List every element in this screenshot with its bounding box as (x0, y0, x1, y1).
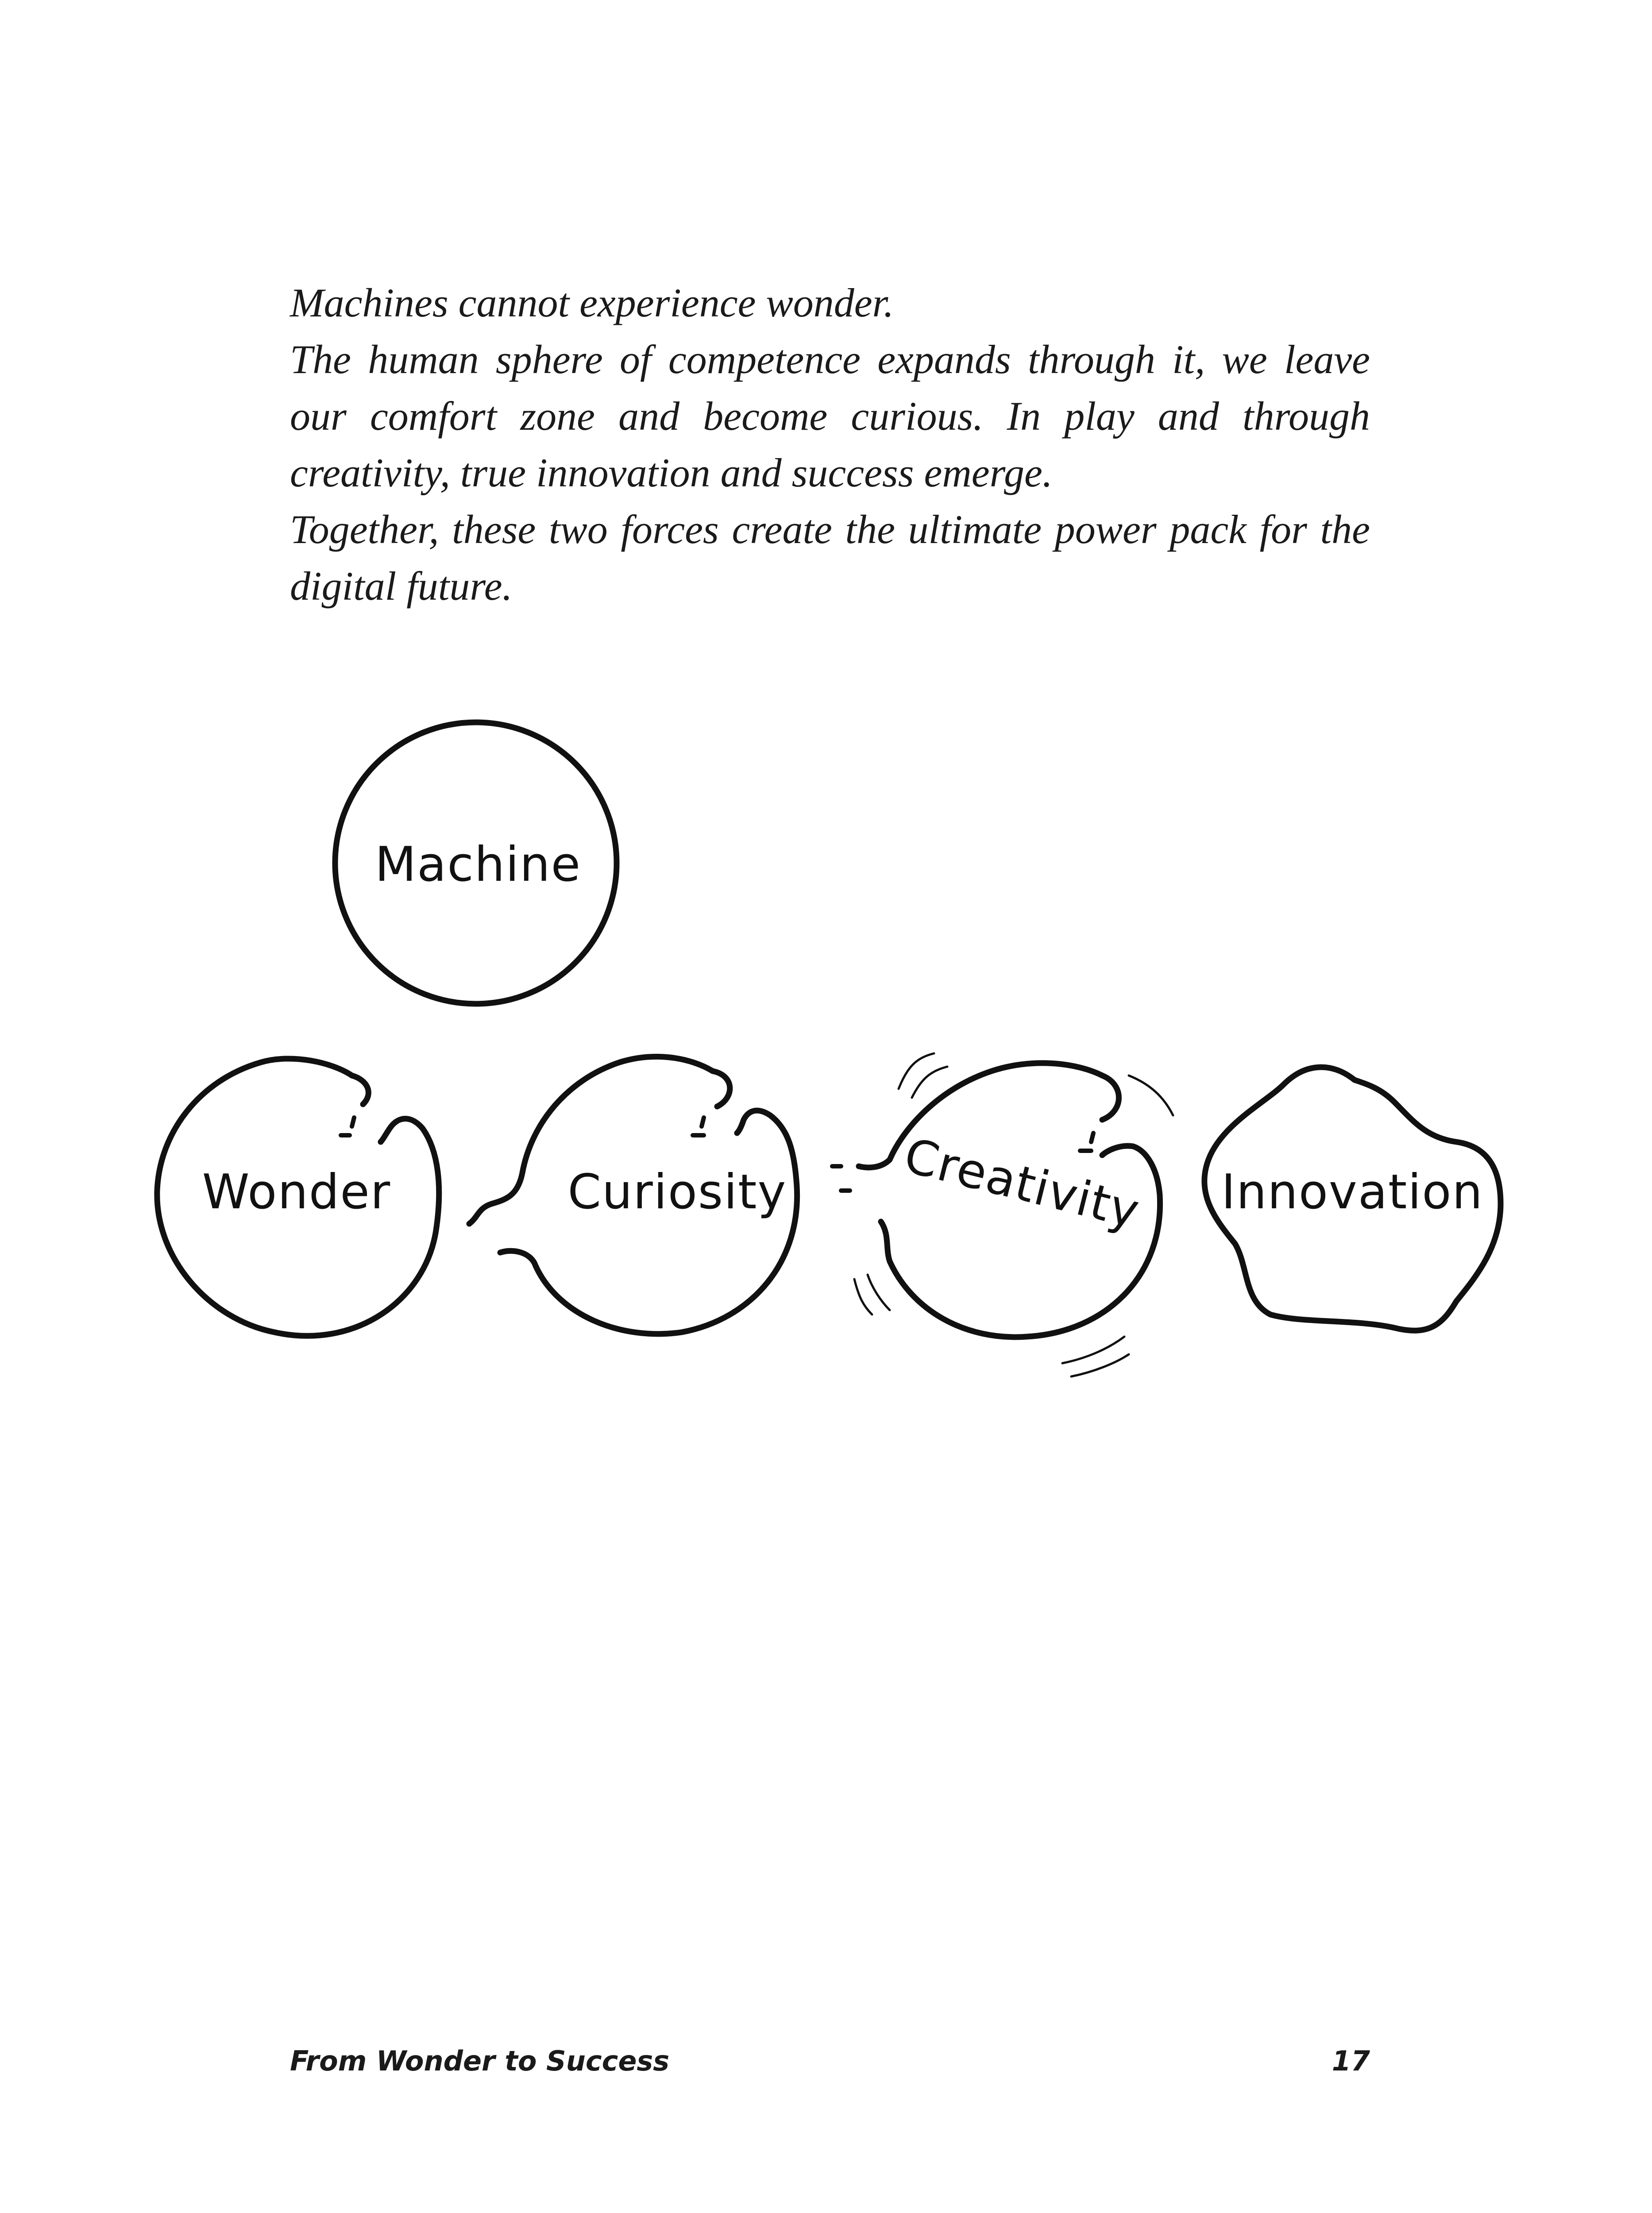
wonder-dash-1 (352, 1118, 354, 1126)
motion-line-4 (854, 1279, 872, 1315)
curiosity-dash-1 (702, 1118, 704, 1126)
creativity-label: Creativity (899, 1128, 1146, 1240)
machine-label: Machine (374, 837, 582, 892)
wonder-node (157, 1059, 439, 1336)
motion-line-1 (899, 1053, 934, 1089)
body-text (290, 274, 1370, 614)
concept-diagram-svg (0, 690, 1652, 1407)
creativity-curl (1102, 1076, 1119, 1120)
machine-node (335, 722, 617, 1004)
creativity-node (832, 1053, 1173, 1376)
concept-diagram (0, 690, 1652, 1407)
curiosity-node (469, 1056, 797, 1334)
motion-line-3 (1129, 1076, 1173, 1115)
paragraph-3: Together, these two forces create the ultimate power pack for the digital future. (290, 507, 1370, 609)
motion-line-6 (1062, 1337, 1124, 1363)
innovation-node (1204, 1067, 1501, 1330)
paragraph-1: Machines cannot experience wonder. (290, 280, 894, 325)
motion-line-5 (868, 1275, 890, 1310)
footer-title: From Wonder to Success (290, 2045, 670, 2077)
curiosity-label: Curiosity (567, 1164, 787, 1220)
motion-line-2 (912, 1067, 947, 1098)
curiosity-curl (713, 1071, 730, 1106)
wonder-curl (352, 1076, 368, 1104)
page-number: 17 (1332, 2045, 1370, 2077)
creativity-dash-1 (1091, 1133, 1093, 1142)
paragraph-2: The human sphere of competence expands through it, we leave our comfort zone and become curious. In play and through creativity, true innovation and success emerge. (290, 337, 1370, 495)
innovation-label: Innovation (1221, 1164, 1483, 1220)
wonder-label: Wonder (202, 1164, 391, 1220)
